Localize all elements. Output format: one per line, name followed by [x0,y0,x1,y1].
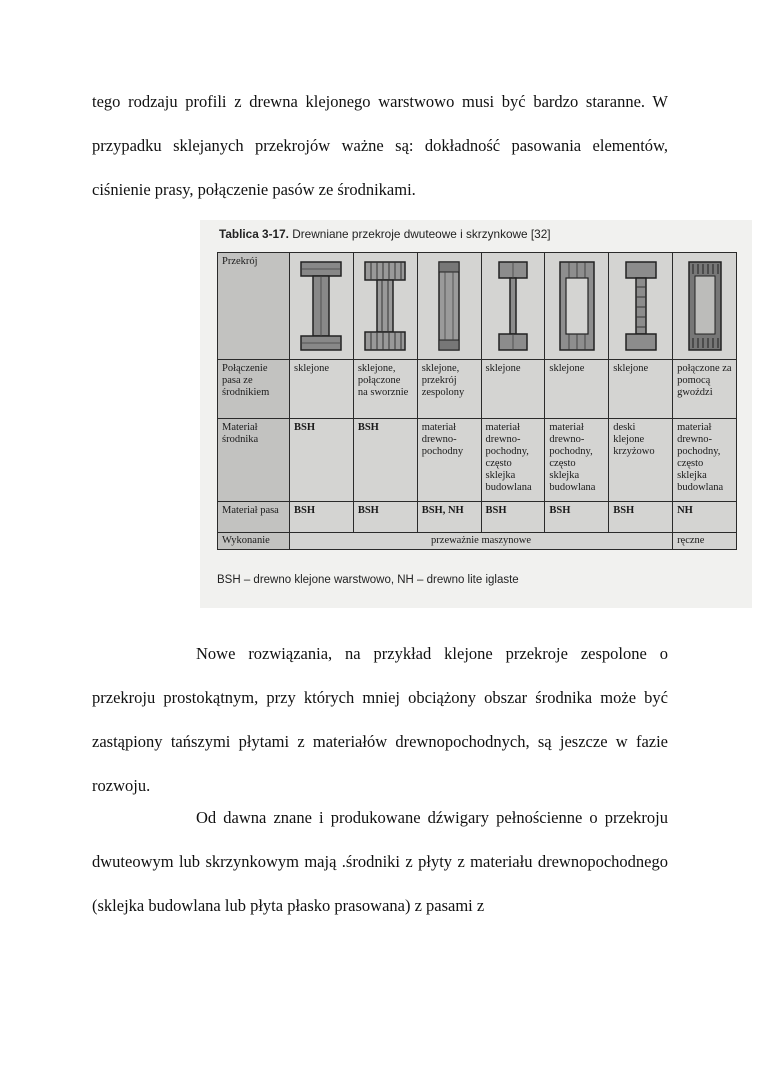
table-cell: BSH, NH [417,502,481,533]
table-caption [219,227,551,241]
row-label-connection: Połączenie pasa ze środnikiem [218,360,290,419]
section-drawing-2 [353,253,417,360]
section-drawing-4 [481,253,545,360]
section-drawing-6 [609,253,673,360]
table-footnote: BSH – drewno klejone warstwowo, NH – drewno lite iglaste [217,574,519,586]
table-cell: BSH [481,502,545,533]
table-cell: sklejone [609,360,673,419]
table-cell: sklejone [545,360,609,419]
table-cell: NH [673,502,737,533]
table-cell: BSH [353,502,417,533]
row-label-web-material: Materiał środnika [218,419,290,502]
section-drawing-1 [290,253,354,360]
section-drawing-7 [673,253,737,360]
table-figure [200,220,752,608]
table-cell: połączone za pomocą gwoździ [673,360,737,419]
paragraph-3 [92,796,668,928]
cross-section-table [217,252,737,550]
table-row-web-material [218,419,737,502]
table-cell: BSH [290,502,354,533]
row-label-execution: Wykonanie [218,533,290,550]
row-label-profile: Przekrój [218,253,290,360]
table-cell: materiał drewno-pochodny, często sklejka budowlana [545,419,609,502]
table-row-flange-material [218,502,737,533]
section-drawing-5 [545,253,609,360]
table-caption-number: Tablica 3-17. [219,227,289,241]
paragraph-3-text: Od dawna znane i produkowane dźwigary pełnościenne o przekroju dwuteowym lub skrzynkowym mają .środniki z płyty z materiału drewnopochodnego (sklejka budowlana lub płyta płasko prasowana) z pasami z [92,808,668,915]
table-cell: sklejone, połączone na sworznie [353,360,417,419]
row-label-flange-material: Materiał pasa [218,502,290,533]
table-cell: materiał drewno-pochodny, często sklejka budowlana [673,419,737,502]
paragraph-2 [92,632,668,808]
paragraph-2-text: Nowe rozwiązania, na przykład klejone przekroje zespolone o przekroju prostokątnym, przy których mniej obciążony obszar środnika może być zastąpiony tańszymi płytami z materiałów drewnopochodnych, są jeszcze w fazie rozwoju. [92,644,668,795]
table-cell-execution-machine: przeważnie maszynowe [290,533,673,550]
table-cell: BSH [353,419,417,502]
table-row-profile [218,253,737,360]
table-cell: BSH [290,419,354,502]
table-cell: BSH [609,502,673,533]
section-drawing-3 [417,253,481,360]
table-row-connection [218,360,737,419]
paragraph-1: tego rodzaju profili z drewna klejonego warstwowo musi być bardzo staranne. W przypadku sklejanych przekrojów ważne są: dokładność pasowania elementów, ciśnienie prasy, połączenie pasów ze środnikami. [92,92,668,199]
table-cell: sklejone [481,360,545,419]
table-cell: materiał drewno-pochodny, często sklejka budowlana [481,419,545,502]
table-cell: materiał drewno-pochodny [417,419,481,502]
table-row-execution [218,533,737,550]
table-caption-title: Drewniane przekroje dwuteowe i skrzynkowe [32] [288,227,551,241]
table-cell: deski klejone krzyżowo [609,419,673,502]
table-cell: sklejone [290,360,354,419]
table-cell: sklejone, przekrój zespolony [417,360,481,419]
table-cell: BSH [545,502,609,533]
table-cell-execution-manual: ręczne [673,533,737,550]
